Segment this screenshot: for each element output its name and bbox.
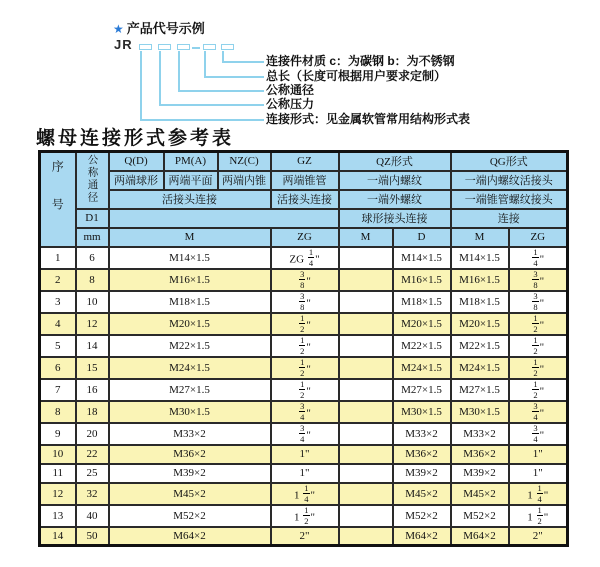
- cell-gz-zg: $\frac{3}{4}$ ": [271, 423, 339, 445]
- header-pm-desc: 两端平面: [164, 171, 218, 190]
- label-nominal-diameter: 公称通径: [266, 83, 315, 97]
- label-total-length: 总长（长度可根据用户要求定制）: [266, 69, 447, 83]
- cell-qg-m: M22×1.5: [451, 335, 509, 357]
- header-qg-desc1: 一端内螺纹活接头: [451, 171, 568, 190]
- header-qz-m: M: [339, 228, 393, 247]
- table-row: [40, 379, 568, 401]
- cell-m: M18×1.5: [109, 291, 271, 313]
- code-dash: [192, 47, 200, 49]
- connector-line: [178, 51, 180, 91]
- cell-m: M36×2: [109, 445, 271, 464]
- cell-dn: 40: [76, 505, 109, 527]
- cell-qg-m: M18×1.5: [451, 291, 509, 313]
- cell-qz-m: [339, 357, 393, 379]
- header-zg: ZG: [271, 228, 339, 247]
- cell-m: M52×2: [109, 505, 271, 527]
- cell-dn: 16: [76, 379, 109, 401]
- cell-qg-zg: 1 $\frac{1}{4}$ ": [509, 483, 568, 505]
- table-row: [40, 247, 568, 269]
- connector-line: [222, 61, 264, 63]
- connector-line: [204, 76, 264, 78]
- cell-qg-zg: 1": [509, 464, 568, 483]
- header-q: Q(D): [109, 152, 164, 171]
- cell-gz-zg: $\frac{1}{2}$ ": [271, 379, 339, 401]
- code-box-5: [221, 44, 234, 50]
- cell-serial: 2: [40, 269, 76, 291]
- cell-gz-zg: $\frac{3}{4}$ ": [271, 401, 339, 423]
- cell-qz-d: M36×2: [393, 445, 451, 464]
- header-d1: D1: [76, 209, 109, 228]
- cell-dn: 50: [76, 527, 109, 546]
- cell-qz-d: M16×1.5: [393, 269, 451, 291]
- table-row: [40, 423, 568, 445]
- star-icon: ★: [113, 22, 124, 36]
- cell-m: M22×1.5: [109, 335, 271, 357]
- connector-line: [140, 51, 142, 120]
- connector-line: [140, 119, 264, 121]
- cell-dn: 10: [76, 291, 109, 313]
- cell-dn: 6: [76, 247, 109, 269]
- table-row: [40, 269, 568, 291]
- cell-qz-m: [339, 335, 393, 357]
- cell-qz-m: [339, 464, 393, 483]
- cell-qg-m: M45×2: [451, 483, 509, 505]
- connector-line: [204, 51, 206, 77]
- header-blank: [109, 209, 339, 228]
- cell-serial: 9: [40, 423, 76, 445]
- header-nz-desc: 两端内锥: [218, 171, 271, 190]
- cell-dn: 18: [76, 401, 109, 423]
- cell-serial: 13: [40, 505, 76, 527]
- cell-qg-m: M30×1.5: [451, 401, 509, 423]
- cell-m: M64×2: [109, 527, 271, 546]
- cell-qz-d: M27×1.5: [393, 379, 451, 401]
- cell-qz-d: M24×1.5: [393, 357, 451, 379]
- header-nominal-diameter: 公称通径: [76, 152, 109, 209]
- cell-dn: 20: [76, 423, 109, 445]
- header-union-connection: 活接头连接: [109, 190, 271, 209]
- header-qz-desc2: 一端外螺纹: [339, 190, 451, 209]
- cell-qz-m: [339, 483, 393, 505]
- cell-gz-zg: 1": [271, 464, 339, 483]
- cell-m: M27×1.5: [109, 379, 271, 401]
- cell-qg-m: M27×1.5: [451, 379, 509, 401]
- cell-m: M30×1.5: [109, 401, 271, 423]
- header-gz-desc: 两端锥管: [271, 171, 339, 190]
- cell-serial: 4: [40, 313, 76, 335]
- code-box-1: [139, 44, 152, 50]
- cell-qz-d: M39×2: [393, 464, 451, 483]
- cell-qg-m: M64×2: [451, 527, 509, 546]
- cell-m: M24×1.5: [109, 357, 271, 379]
- header-qg-form: QG形式: [451, 152, 568, 171]
- header-pm: PM(A): [164, 152, 218, 171]
- cell-qz-m: [339, 313, 393, 335]
- header-q-desc: 两端球形: [109, 171, 164, 190]
- header-gz-union-connection: 活接头连接: [271, 190, 339, 209]
- cell-qg-zg: 1 $\frac{1}{2}$ ": [509, 505, 568, 527]
- table-row: [40, 401, 568, 423]
- header-qg-zg: ZG: [509, 228, 568, 247]
- cell-qg-zg: 1": [509, 445, 568, 464]
- cell-qz-d: M14×1.5: [393, 247, 451, 269]
- cell-qz-d: M22×1.5: [393, 335, 451, 357]
- header-qg-desc2: 一端锥管螺纹接头: [451, 190, 568, 209]
- cell-serial: 5: [40, 335, 76, 357]
- code-prefix: JR: [114, 37, 133, 52]
- cell-qg-m: M33×2: [451, 423, 509, 445]
- header-serial: 序号: [40, 152, 76, 247]
- table-row: [40, 527, 568, 546]
- cell-qg-zg: $\frac{1}{2}$ ": [509, 313, 568, 335]
- header-m: M: [109, 228, 271, 247]
- cell-m: M33×2: [109, 423, 271, 445]
- cell-dn: 22: [76, 445, 109, 464]
- product-code-heading: [113, 18, 205, 37]
- table-row: [40, 505, 568, 527]
- cell-qz-d: M33×2: [393, 423, 451, 445]
- cell-gz-zg: $\frac{1}{2}$ ": [271, 335, 339, 357]
- cell-serial: 1: [40, 247, 76, 269]
- cell-serial: 8: [40, 401, 76, 423]
- header-qz-desc1: 一端内螺纹: [339, 171, 451, 190]
- cell-m: M39×2: [109, 464, 271, 483]
- header-qg-m: M: [451, 228, 509, 247]
- header-qz-connection: 球形接头连接: [339, 209, 451, 228]
- cell-m: M20×1.5: [109, 313, 271, 335]
- cell-qg-m: M20×1.5: [451, 313, 509, 335]
- connector-line: [159, 51, 161, 105]
- cell-gz-zg: 2": [271, 527, 339, 546]
- cell-gz-zg: $\frac{1}{2}$ ": [271, 313, 339, 335]
- cell-qz-d: M52×2: [393, 505, 451, 527]
- cell-qg-zg: $\frac{1}{2}$ ": [509, 335, 568, 357]
- label-material: 连接件材质 c：为碳钢 b：为不锈钢: [266, 54, 455, 68]
- cell-qg-m: M52×2: [451, 505, 509, 527]
- cell-qg-m: M24×1.5: [451, 357, 509, 379]
- cell-dn: 15: [76, 357, 109, 379]
- cell-qg-m: M36×2: [451, 445, 509, 464]
- cell-qg-m: M14×1.5: [451, 247, 509, 269]
- cell-qz-m: [339, 291, 393, 313]
- table-body: [40, 247, 568, 546]
- table-row: [40, 313, 568, 335]
- connector-line: [159, 104, 264, 106]
- nut-connection-reference-table: [38, 150, 569, 547]
- header-qz-form: QZ形式: [339, 152, 451, 171]
- cell-dn: 14: [76, 335, 109, 357]
- cell-serial: 10: [40, 445, 76, 464]
- cell-qz-m: [339, 423, 393, 445]
- cell-serial: 7: [40, 379, 76, 401]
- cell-m: M14×1.5: [109, 247, 271, 269]
- table-row: [40, 464, 568, 483]
- table-row: [40, 335, 568, 357]
- cell-qz-d: M45×2: [393, 483, 451, 505]
- cell-qg-zg: $\frac{1}{2}$ ": [509, 379, 568, 401]
- cell-qz-d: M20×1.5: [393, 313, 451, 335]
- cell-qg-m: M39×2: [451, 464, 509, 483]
- cell-qg-m: M16×1.5: [451, 269, 509, 291]
- header-mm: mm: [76, 228, 109, 247]
- cell-m: M45×2: [109, 483, 271, 505]
- cell-qz-m: [339, 269, 393, 291]
- cell-qz-m: [339, 527, 393, 546]
- cell-qg-zg: $\frac{1}{4}$ ": [509, 247, 568, 269]
- cell-serial: 12: [40, 483, 76, 505]
- cell-gz-zg: $\frac{3}{8}$ ": [271, 291, 339, 313]
- cell-serial: 3: [40, 291, 76, 313]
- cell-dn: 8: [76, 269, 109, 291]
- cell-serial: 6: [40, 357, 76, 379]
- table-title: 螺母连接形式参考表: [36, 128, 235, 149]
- label-nominal-pressure: 公称压力: [266, 97, 315, 111]
- cell-dn: 12: [76, 313, 109, 335]
- cell-m: M16×1.5: [109, 269, 271, 291]
- cell-qg-zg: $\frac{3}{8}$ ": [509, 291, 568, 313]
- product-code-heading-text: 产品代号示例: [126, 21, 205, 36]
- cell-qz-m: [339, 247, 393, 269]
- cell-gz-zg: 1 $\frac{1}{2}$ ": [271, 505, 339, 527]
- cell-qg-zg: $\frac{3}{8}$ ": [509, 269, 568, 291]
- code-box-3: [177, 44, 190, 50]
- cell-qz-m: [339, 445, 393, 464]
- header-qg-connection: 连接: [451, 209, 568, 228]
- cell-gz-zg: 1 $\frac{1}{4}$ ": [271, 483, 339, 505]
- cell-gz-zg: 1": [271, 445, 339, 464]
- cell-serial: 14: [40, 527, 76, 546]
- cell-qz-d: M64×2: [393, 527, 451, 546]
- header-gz: GZ: [271, 152, 339, 171]
- cell-qg-zg: $\frac{3}{4}$ ": [509, 401, 568, 423]
- cell-dn: 25: [76, 464, 109, 483]
- cell-gz-zg: $\frac{1}{2}$ ": [271, 357, 339, 379]
- label-connection-form: 连接形式：见金属软管常用结构形式表: [266, 112, 471, 126]
- cell-qg-zg: $\frac{3}{4}$ ": [509, 423, 568, 445]
- table-row: [40, 483, 568, 505]
- cell-qg-zg: 2": [509, 527, 568, 546]
- table-row: [40, 291, 568, 313]
- cell-qz-d: M18×1.5: [393, 291, 451, 313]
- header-nz: NZ(C): [218, 152, 271, 171]
- code-box-2: [158, 44, 171, 50]
- cell-qg-zg: $\frac{1}{2}$ ": [509, 357, 568, 379]
- connector-line: [178, 90, 264, 92]
- cell-qz-m: [339, 505, 393, 527]
- table-row: [40, 445, 568, 464]
- table-header: [40, 152, 568, 247]
- cell-qz-m: [339, 401, 393, 423]
- cell-dn: 32: [76, 483, 109, 505]
- header-qz-d: D: [393, 228, 451, 247]
- table-row: [40, 357, 568, 379]
- code-box-4: [203, 44, 216, 50]
- cell-qz-d: M30×1.5: [393, 401, 451, 423]
- cell-gz-zg: ZG $\frac{1}{4}$ ": [271, 247, 339, 269]
- cell-gz-zg: $\frac{3}{8}$ ": [271, 269, 339, 291]
- cell-serial: 11: [40, 464, 76, 483]
- cell-qz-m: [339, 379, 393, 401]
